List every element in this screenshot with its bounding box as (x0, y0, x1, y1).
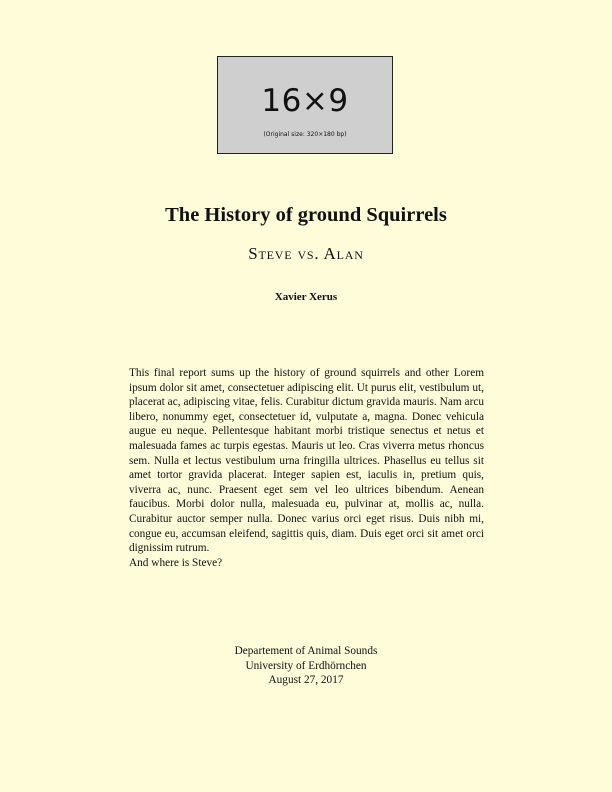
university: University of Erdhörnchen (245, 659, 367, 672)
date: August 27, 2017 (268, 674, 344, 687)
author-name: Xavier Xerus (274, 291, 338, 303)
placeholder-label: 16×9 (261, 83, 349, 119)
footer (0, 644, 612, 688)
document-subtitle: Steve vs. Alan (248, 244, 364, 263)
abstract-closing: And where is Steve? (129, 556, 223, 569)
abstract (129, 366, 484, 570)
title-image-placeholder (217, 56, 393, 154)
abstract-body: This final report sums up the history of ground squirrels and other Lorem ipsum dolor sit amet, consectetuer adipiscing elit. Ut purus elit, vestibulum ut, placerat ac, adipiscing vitae, felis. Curabitur dictum gravida mauris. Nam arcu libero, nonummy eget, consectetuer id, vulputate a, magna. Donec vehicula augue eu neque. Pellentesque habitant morbi tristique senectus et netus et malesuada fames ac turpis egestas. Mauris ut leo. Cras viverra metus rhoncus sem. Nulla et lectus vestibulum urna fringilla ultrices. Phasellus eu tellus sit amet tortor gravida placerat. Integer sapien est, iaculis in, pretium quis, viverra ac, nunc. Praesent eget sem vel leo ultrices bibendum. Aenean faucibus. Morbi dolor nulla, malesuada eu, pulvinar at, mollis ac, nulla. Curabitur auctor semper nulla. Donec varius orci eget risus. Duis nibh mi, congue eu, accumsan eleifend, sagittis quis, diam. Duis eget orci sit amet orci dignissim rutrum. (129, 367, 484, 555)
document-title: The History of ground Squirrels (165, 204, 447, 226)
department: Departement of Animal Sounds (234, 645, 378, 657)
placeholder-caption: (Original size: 320×180 bp) (263, 131, 347, 138)
